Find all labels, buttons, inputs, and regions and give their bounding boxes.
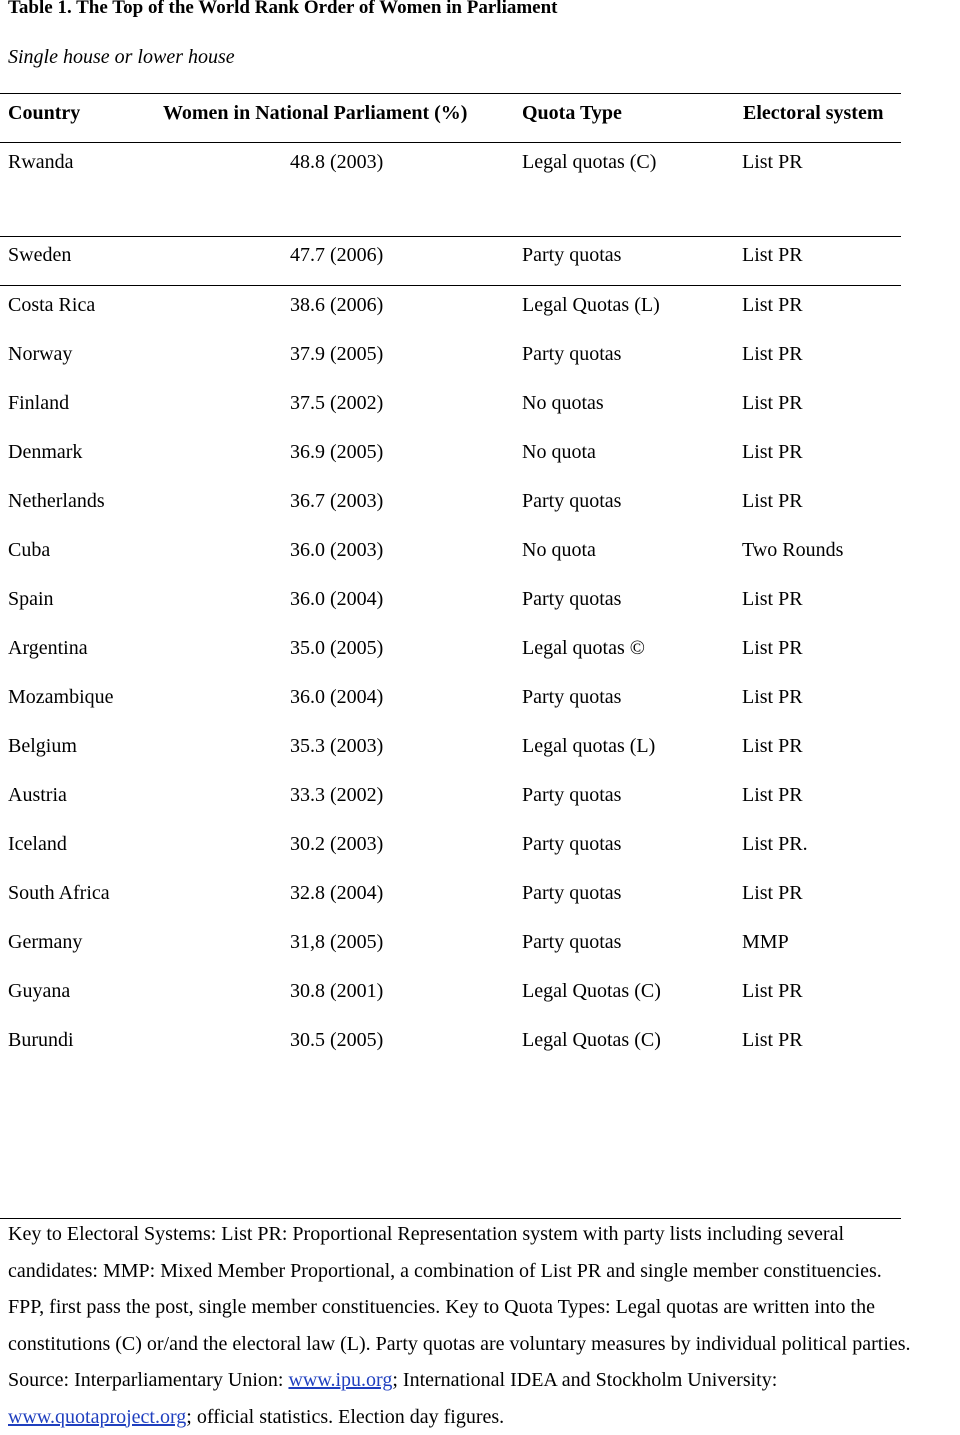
table-row (0, 1026, 940, 1054)
cell-quota: Legal Quotas (C) (522, 1026, 661, 1054)
cell-women: 47.7 (2006) (290, 241, 383, 269)
cell-women: 38.6 (2006) (290, 291, 383, 319)
cell-quota: Party quotas (522, 683, 621, 711)
cell-quota: Party quotas (522, 928, 621, 956)
cell-country: Austria (8, 781, 67, 809)
cell-electoral: List PR. (742, 830, 808, 858)
cell-women: 36.7 (2003) (290, 487, 383, 515)
cell-country: Spain (8, 585, 54, 613)
cell-electoral: Two Rounds (742, 536, 843, 564)
header-quota: Quota Type (522, 99, 622, 127)
cell-country: Norway (8, 340, 72, 368)
cell-women: 30.2 (2003) (290, 830, 383, 858)
cell-women: 35.3 (2003) (290, 732, 383, 760)
cell-electoral: List PR (742, 438, 803, 466)
header-country: Country (8, 99, 80, 127)
cell-electoral: List PR (742, 148, 803, 176)
table-row (0, 438, 940, 466)
cell-quota: No quota (522, 536, 596, 564)
cell-electoral: MMP (742, 928, 789, 956)
cell-country: Cuba (8, 536, 50, 564)
cell-quota: Legal quotas (C) (522, 148, 656, 176)
cell-quota: No quota (522, 438, 596, 466)
header-electoral: Electoral system (743, 99, 884, 127)
cell-women: 36.0 (2004) (290, 683, 383, 711)
cell-electoral: List PR (742, 781, 803, 809)
table-row (0, 148, 940, 176)
cell-quota: Party quotas (522, 241, 621, 269)
cell-women: 32.8 (2004) (290, 879, 383, 907)
cell-women: 35.0 (2005) (290, 634, 383, 662)
cell-electoral: List PR (742, 389, 803, 417)
cell-country: Mozambique (8, 683, 114, 711)
cell-electoral: List PR (742, 585, 803, 613)
table-row (0, 683, 940, 711)
cell-electoral: List PR (742, 634, 803, 662)
table-row (0, 389, 940, 417)
table-row (0, 487, 940, 515)
cell-electoral: List PR (742, 340, 803, 368)
cell-quota: Legal quotas © (522, 634, 645, 662)
table-row (0, 585, 940, 613)
table-subtitle: Single house or lower house (8, 43, 235, 71)
cell-electoral: List PR (742, 487, 803, 515)
cell-electoral: List PR (742, 291, 803, 319)
cell-quota: Legal Quotas (C) (522, 977, 661, 1005)
cell-electoral: List PR (742, 683, 803, 711)
table-header-row (0, 99, 940, 127)
cell-women: 31,8 (2005) (290, 928, 383, 956)
row-rule (0, 285, 901, 286)
cell-quota: Party quotas (522, 781, 621, 809)
cell-country: Belgium (8, 732, 77, 760)
cell-women: 36.0 (2003) (290, 536, 383, 564)
table-row (0, 732, 940, 760)
quotaproject-link[interactable]: www.quotaproject.org (8, 1406, 186, 1428)
cell-electoral: List PR (742, 1026, 803, 1054)
cell-country: Argentina (8, 634, 88, 662)
cell-electoral: List PR (742, 879, 803, 907)
table-row (0, 830, 940, 858)
table-title: Table 1. The Top of the World Rank Order of Women in Parliament (8, 0, 558, 22)
cell-electoral: List PR (742, 977, 803, 1005)
header-top-rule (0, 93, 901, 94)
table-row (0, 977, 940, 1005)
cell-country: Guyana (8, 977, 70, 1005)
cell-country: Germany (8, 928, 82, 956)
cell-women: 33.3 (2002) (290, 781, 383, 809)
cell-electoral: List PR (742, 241, 803, 269)
cell-women: 36.0 (2004) (290, 585, 383, 613)
source-suffix: ; International IDEA and Stockholm University: (392, 1369, 777, 1391)
cell-women: 36.9 (2005) (290, 438, 383, 466)
notes-line: FPP, first pass the post, single member constituencies. Key to Quota Types: Legal quotas are written into the (8, 1289, 958, 1326)
source-prefix: Source: Interparliamentary Union: (8, 1369, 288, 1391)
source-line-2 (8, 1399, 958, 1435)
table-notes (8, 1216, 958, 1435)
cell-country: Iceland (8, 830, 67, 858)
source-suffix-2: ; official statistics. Election day figures. (186, 1406, 504, 1428)
notes-line: constitutions (C) or/and the electoral law (L). Party quotas are voluntary measures by individual political parties. (8, 1326, 958, 1363)
cell-women: 30.5 (2005) (290, 1026, 383, 1054)
ipu-link[interactable]: www.ipu.org (288, 1369, 392, 1391)
table-row (0, 291, 940, 319)
cell-quota: No quotas (522, 389, 604, 417)
cell-country: Burundi (8, 1026, 74, 1054)
cell-quota: Party quotas (522, 879, 621, 907)
cell-country: Costa Rica (8, 291, 95, 319)
table-row (0, 241, 940, 269)
table-row (0, 879, 940, 907)
cell-country: South Africa (8, 879, 110, 907)
table-row (0, 536, 940, 564)
notes-line: Key to Electoral Systems: List PR: Proportional Representation system with party lists including several (8, 1216, 958, 1253)
cell-women: 48.8 (2003) (290, 148, 383, 176)
source-line (8, 1362, 958, 1399)
notes-line: candidates: MMP: Mixed Member Proportional, a combination of List PR and single member constituencies. (8, 1253, 958, 1290)
cell-quota: Party quotas (522, 585, 621, 613)
table-row (0, 340, 940, 368)
table-row (0, 928, 940, 956)
cell-country: Finland (8, 389, 69, 417)
cell-quota: Party quotas (522, 487, 621, 515)
header-women: Women in National Parliament (%) (163, 99, 467, 127)
cell-women: 37.9 (2005) (290, 340, 383, 368)
table-row (0, 781, 940, 809)
cell-quota: Legal Quotas (L) (522, 291, 660, 319)
cell-quota: Legal quotas (L) (522, 732, 655, 760)
cell-country: Denmark (8, 438, 82, 466)
cell-women: 37.5 (2002) (290, 389, 383, 417)
cell-electoral: List PR (742, 732, 803, 760)
table-row (0, 634, 940, 662)
header-bottom-rule (0, 142, 901, 143)
row-rule (0, 236, 901, 237)
cell-quota: Party quotas (522, 340, 621, 368)
cell-country: Rwanda (8, 148, 74, 176)
cell-country: Sweden (8, 241, 71, 269)
cell-quota: Party quotas (522, 830, 621, 858)
cell-women: 30.8 (2001) (290, 977, 383, 1005)
cell-country: Netherlands (8, 487, 105, 515)
